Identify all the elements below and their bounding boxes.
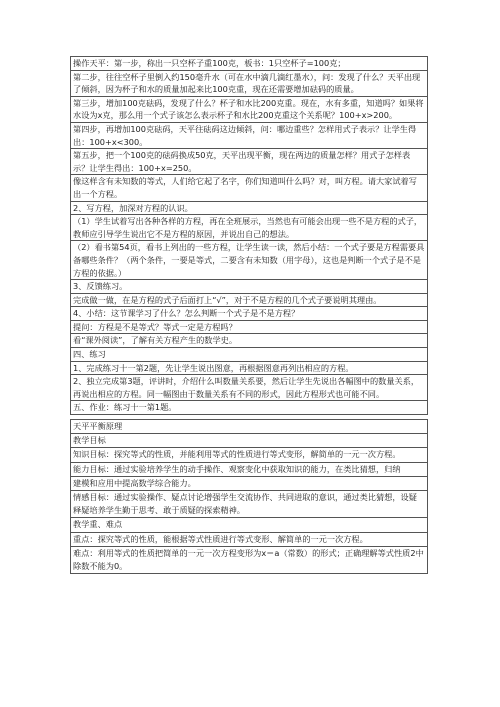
table-row [71,70,428,96]
table-row [71,241,428,280]
text-line: 提问：方程是不是等式？等式一定是方程吗？ [71,320,428,334]
table-row [71,420,428,434]
text-line: 四、练习 [71,348,428,362]
table-row [71,546,428,573]
text-line: 4、小结：这节课学习了什么？怎么判断一个式子是不是方程？ [71,307,428,321]
text-line: 教学重、难点 [71,518,428,532]
text-line: 情感目标：通过实验操作、疑点讨论增强学生交流协作、共同进取的意识，通过类比猜想，设疑释疑培养学生勤于思考、敢于质疑的探索精神。 [71,491,428,518]
table-row [71,307,428,321]
table-row [71,518,428,532]
text-line: 能力目标：通过实验培养学生的动手操作、观察变化中获取知识的能力，在类比猜想，归纳 [71,462,428,476]
table-row [71,348,428,362]
text-line: 知识目标：探究等式的性质，并能利用等式的性质进行等式变形，解简单的一元一次方程。 [71,448,428,462]
text-line: （1）学生试着写出各种各样的方程，再在全班展示，当然也有可能会出现一些不是方程的式子，教师应引导学生说出它不是方程的原因，并说出自己的想法。 [71,215,428,241]
table-row [71,462,428,476]
text-line: 3、反馈练习。 [71,280,428,294]
text-line: 第二步，往往空杯子里倒入约150毫升水（可在水中滴几滴红墨水），问：发现了什么？天平出现了倾斜，因为杯子和水的质量加起来比100克重，现在还需要增加砝码的质量。 [71,70,428,96]
lesson-plan-table-2 [70,419,428,574]
table-row [71,334,428,348]
text-line: 2、写方程，加深对方程的认识。 [71,201,428,215]
table-row [71,149,428,175]
table-row [71,175,428,201]
document-page [70,56,428,574]
text-line: 建模和应用中提高数学综合能力。 [71,476,428,490]
text-line: 重点：探究等式的性质，能根据等式性质进行等式变形、解简单的一元一次方程。 [71,532,428,546]
text-line: （2）看书第54页，看书上列出的一些方程，让学生读一读，然后小结：一个式子要是方程需要具备哪些条件？（两个条件，一要是等式，二要含有未知数（用字母），这也是判断一个式子是不是方程的依据。） [71,241,428,280]
text-line: 操作天平：第一步，称出一只空杯子重100克，板书：1只空杯子=100克； [71,57,428,71]
text-line: 第四步，再增加100克砝码，天平往砝码这边倾斜，问：哪边重些？怎样用式子表示？让学生得出：100+x<300。 [71,122,428,148]
text-line: 1、完成练习十一第2题，先让学生说出图意，再根据图意再列出相应的方程。 [71,361,428,375]
table-row [71,215,428,241]
text-line: 难点：利用等式的性质把简单的一元一次方程变形为x＝a（常数）的形式；正确理解等式性质2中除数不能为0。 [71,546,428,573]
text-line: 2、独立完成第3题，评讲时，介绍什么叫数量关系要，然后让学生先说出各幅图中的数量关系，再说出相应的方程。同一幅图由于数量关系有不同的形式，因此方程形式也可能不同。 [71,375,428,401]
text-line: 像这样含有未知数的等式，人们给它起了名字，你们知道叫什么吗？对，叫方程。请大家试着写出一个方程。 [71,175,428,201]
table-row [71,448,428,462]
text-line: 第五步，把一个100克的砝码换成50克，天平出现平衡，现在两边的质量怎样？用式子怎样表示？让学生得出：100+x=250。 [71,149,428,175]
table-row [71,532,428,546]
table-row [71,320,428,334]
table-row [71,280,428,294]
table-row [71,96,428,122]
table-row [71,491,428,518]
table-row [71,201,428,215]
table-row [71,122,428,148]
text-line: 完成做一做，在是方程的式子后面打上“√”，对于不是方程的几个式子要说明其理由。 [71,293,428,307]
lesson-plan-table-1 [70,56,428,415]
table-row [71,57,428,71]
table-row [71,361,428,375]
table-row [71,476,428,490]
table-row [71,401,428,415]
text-line: 教学目标 [71,434,428,448]
table-row [71,375,428,401]
text-line: 天平平衡原理 [71,420,428,434]
table-row [71,293,428,307]
text-line: 第三步，增加100克砝码，发现了什么？杯子和水比200克重。现在，水有多重，知道吗？如果将水设为x克，那么用一个式子该怎么表示杯子和水比200克重这个关系呢？100+x>200。 [71,96,428,122]
table-row [71,434,428,448]
text-line: 五、作业：练习十一第1题。 [71,401,428,415]
text-line: 看“课外阅读”，了解有关方程产生的数学史。 [71,334,428,348]
